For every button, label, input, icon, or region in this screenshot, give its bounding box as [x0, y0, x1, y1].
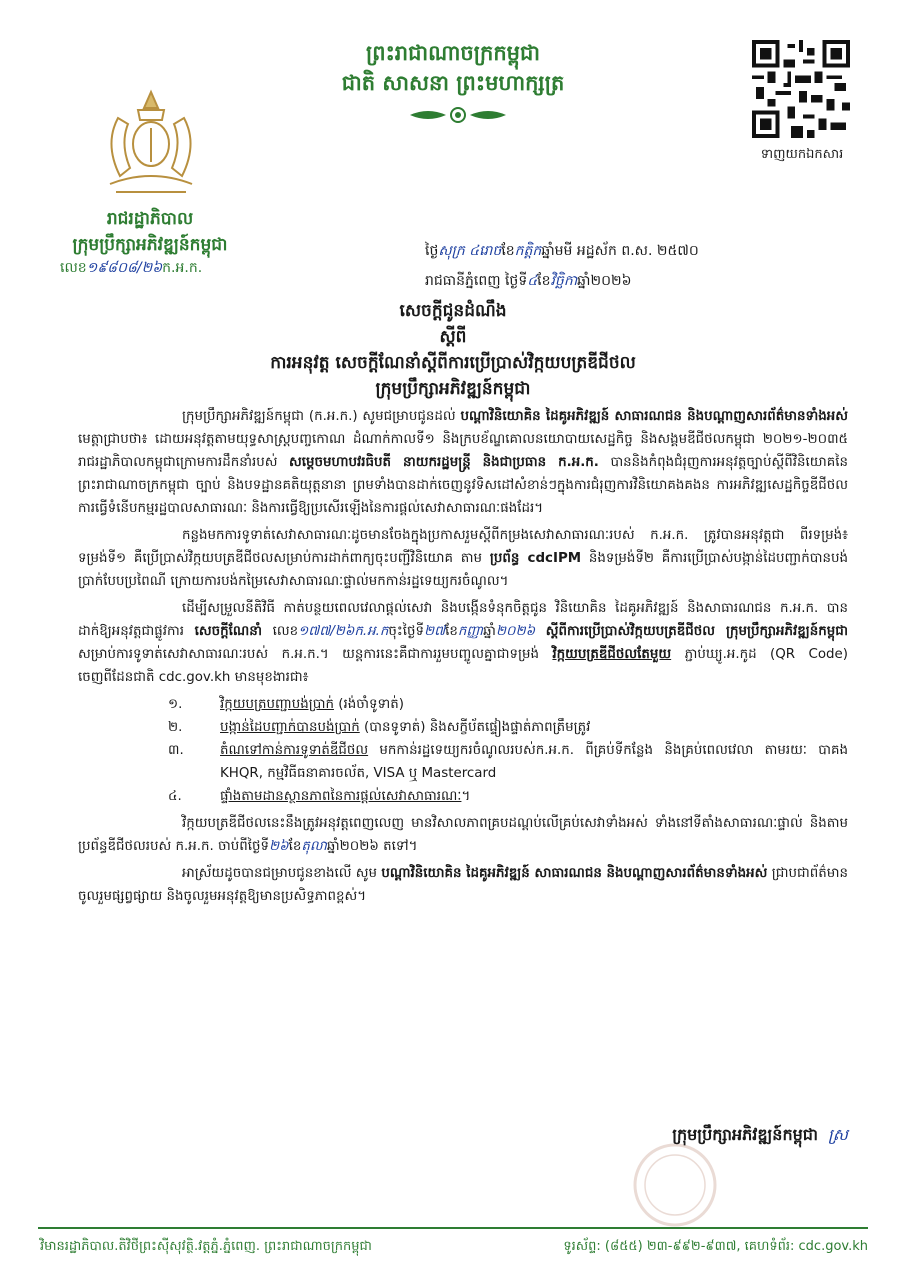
kingdom-name: ព្រះរាជាណាចក្រកម្ពុជា [365, 41, 540, 65]
paragraph-1: ក្រុមប្រឹក្សាអភិវឌ្ឍន៍កម្ពុជា (ក.អ.ក.) សូមជម្រាបជូនដល់ បណ្តាវិនិយោគិន ដៃគូអភិវឌ្ឍន៍ សាធារណជន និងបណ្តាញសារព័ត៌មានទាំងអស់ មេត្តាជ្រាបថា៖ ដោយអនុវត្តតាមយុទ្ធសាស្ត្របញ្ចកោណ ដំណាក់កាលទី១ និងក្របខ័ណ្ឌគោលនយោបាយសេដ្ឋកិច្ច និងសង្គមឌីជីថលកម្ពុជា ២០២១-២០៣៥ រាជរដ្ឋាភិបាលកម្ពុជាក្រោមការដឹកនាំរបស់ សម្តេចមហាបវរធិបតី នាយករដ្ឋមន្ត្រី និងជាប្រធាន ក.អ.ក. បាននិងកំពុងជំរុញការអនុវត្តច្បាប់ស្តីពីវិនិយោគនៃព្រះរាជាណាចក្រកម្ពុជា ច្បាប់ និងបទដ្ឋានគតិយុត្តនានា ព្រមទាំងបានដាក់ចេញនូវទិសដៅសំខាន់ៗក្នុងការជំរុញការវិនិយោគងគងន ការអភិវឌ្ឍសេដ្ឋកិច្ចឌីជីថល ការធ្វើទំនើបកម្មរដ្ឋបាលសាធារណៈ និងការធ្វើឱ្យប្រសើរឡើងនៃការផ្តល់សេវាសាធារណៈផងដែរ។ [78, 409, 848, 516]
qr-code-icon[interactable] [752, 40, 850, 138]
footer-address: វិមានរដ្ឋាភិបាល.តិវិថីព្រះស៊ីសុវត្ថិ.វត្តភ្នំ.ភ្នំពេញ. ព្រះរាជាណាចក្រកម្ពុជា [40, 1239, 372, 1254]
qr-label: ទាញយកឯកសារ [760, 147, 844, 162]
footer-divider [38, 1227, 868, 1229]
title-regarding: ស្តីពី [439, 327, 467, 347]
title-notice: សេចក្តីជូនដំណឹង [399, 301, 507, 321]
council-name: ក្រុមប្រឹក្សាអភិវឌ្ឍន៍កម្ពុជា [72, 235, 228, 255]
lunar-month-handwritten: កត្តិក [514, 243, 542, 259]
royal-emblem-icon [90, 88, 212, 198]
list-item: ៤. ផ្ទាំងតាមដានស្ថានភាពនៃការផ្តល់សេវាសាធារណៈ។ [168, 789, 471, 804]
title-subject: ការអនុវត្ត សេចក្តីណែនាំស្តីពីការប្រើប្រាស់វិក្កយបត្រឌីជីថល [270, 353, 636, 373]
signature-block [470, 1124, 848, 1148]
list-item: ១. វិក្កយបត្របញ្ជាបង់ប្រាក់ (រង់ចាំទូទាត់) [168, 697, 404, 712]
paragraph-5: អាស្រ័យដូចបានជម្រាបជូនខាងលើ សូម បណ្តាវិនិយោគិន ដៃគូអភិវឌ្ឍន៍ សាធារណជន និងបណ្តាញសារព័ត៌មានទាំងអស់ ជ្រាបជាព័ត៌មាន ចូលរួមផ្សព្វផ្សាយ និងចូលរួមអនុវត្តឱ្យមានប្រសិទ្ធភាពខ្ពស់។ [78, 866, 848, 904]
list-item: ២. បង្កាន់ដៃបញ្ជាក់បានបង់ប្រាក់ (បានទូទាត់) និងសក្ខីប័តផ្ទៀងផ្ទាត់ភាពត្រឹមត្រូវ [168, 720, 591, 735]
ref-suffix: ក.អ.ក. [162, 260, 203, 276]
lunar-date: ថ្ងៃសុក្រ ៤រោចខែកត្តិកឆ្នាំមមី អដ្ឋស័ក ព.ស. ២៥៧០ [425, 243, 699, 259]
nation-religion-king: ជាតិ សាសនា ព្រះមហាក្សត្រ [341, 71, 565, 95]
paragraph-4: វិក្កយបត្រឌីជីថលនេះនឹងត្រូវអនុវត្តពេញលេញ មានវិសាលភាពគ្របដណ្តប់លើគ្រប់សេវាទាំងអស់ ទាំងនៅទីតាំងសាធារណៈផ្ទាល់ និងតាមប្រព័ន្ធឌីជីថលរបស់ ក.អ.ក. ចាប់ពីថ្ងៃទី២៦ខែតុលាឆ្នាំ២០២៦ តទៅ។ [78, 816, 848, 854]
ref-number-handwritten: ១៩៨០៨/២៦ [86, 260, 163, 276]
solar-month-handwritten: វិច្ឆិកា [550, 273, 578, 289]
footer-contact: ទូរស័ព្ទ: (៨៥៥) ២៣-៩៩២-៩៣៧, គេហទំព័រ: cdc.gov.kh [563, 1239, 868, 1254]
lunar-day-handwritten: សុក្រ ៤រោច [438, 243, 502, 259]
government-name: រាជរដ្ឋាភិបាល [106, 209, 194, 229]
title-org: ក្រុមប្រឹក្សាអភិវឌ្ឍន៍កម្ពុជា [375, 379, 531, 399]
document-title [60, 298, 846, 402]
solar-date: រាជធានីភ្នំពេញ ថ្ងៃទី៤ខែវិច្ឆិកាឆ្នាំ២០២៦ [425, 273, 632, 289]
reference-number [60, 258, 202, 279]
signatory-org: ក្រុមប្រឹក្សាអភិវឌ្ឍន៍កម្ពុជា [672, 1125, 818, 1144]
official-stamp-icon [600, 1140, 750, 1230]
ref-prefix: លេខ [60, 260, 87, 276]
paragraph-2: កន្លងមកការទូទាត់សេវាសាធារណៈដូចមានចែងក្នុងប្រកាសរួមស្តីពីកម្រងសេវាសាធារណៈរបស់ ក.អ.ក. ត្រូវបានអនុវត្តជា ពីរទម្រង់៖ ទម្រង់ទី១ គឺប្រើប្រាស់វិក្កយបត្រឌីជីថលសម្រាប់ការដាក់ពាក្យចុះបញ្ជីវិនិយោគ តាម ប្រព័ន្ធ cdcIPM និងទម្រង់ទី២ គឺការប្រើប្រាស់បង្កាន់ដៃបញ្ជាក់បានបង់ប្រាក់បែបប្រពៃណី ក្រោយការបង់កម្រៃសេវាសាធារណៈផ្ទាល់មកកាន់រដ្ឋទេយ្យករចំណូល។ [78, 528, 849, 589]
function-list [78, 693, 848, 808]
handwritten-signature: ស្រ [828, 1125, 848, 1144]
document-body [78, 405, 848, 912]
solar-day-handwritten: ៤ [527, 273, 538, 289]
list-item: ៣. តំណទៅកាន់ការទូទាត់ឌីជីថល មកកាន់រដ្ឋទេយ្យករចំណូលរបស់ក.អ.ក. ពីគ្រប់ទីកន្លែង និងគ្រប់ពេលវេលា តាមរយៈ បាគង KHQR, កម្មវិធីធនាគារចល័ត, VISA ឬ Mastercard [168, 743, 848, 781]
paragraph-3: ដើម្បីសម្រួលនីតិវិធី កាត់បន្ថយពេលវេលាផ្តល់សេវា និងបង្កើនទំនុកចិត្តជូន វិនិយោគិន ដៃគូអភិវឌ្ឍន៍ និងសាធារណជន ក.អ.ក. បានដាក់ឱ្យអនុវត្តជាផ្លូវការ សេចក្តីណែនាំ លេខ១៧៧/២៦ក.អ.កចុះថ្ងៃទី២៧ខែកញ្ញាឆ្នាំ២០២៦ ស្តីពីការប្រើប្រាស់វិក្កយបត្រឌីជីថល ក្រុមប្រឹក្សាអភិវឌ្ឍន៍កម្ពុជា សម្រាប់ការទូទាត់សេវាសាធារណៈរបស់ ក.អ.ក.។ យន្តការនេះគឺជាការរួមបញ្ចូលគ្នាជាទម្រង់ វិក្កយបត្រឌីជីថលតែមួយ ភ្ជាប់ឃ្យូ.អ.កូដ (QR Code) ចេញពីដែនជាតិ cdc.gov.kh មានមុខងារជា៖ [78, 601, 848, 685]
government-block [60, 206, 240, 258]
ornament-divider-icon [408, 103, 508, 127]
date-block [425, 236, 699, 296]
